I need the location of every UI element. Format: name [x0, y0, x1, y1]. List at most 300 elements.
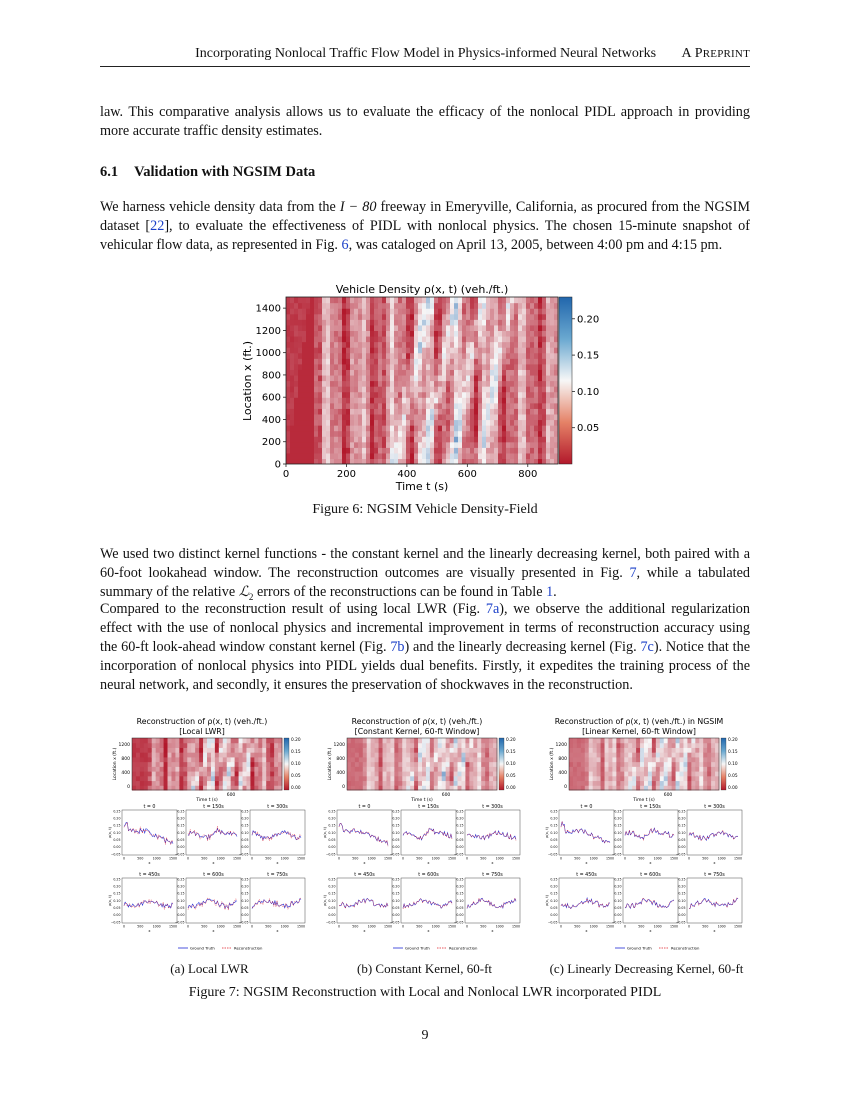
heatmap-cell [366, 425, 371, 431]
slice-y-tick-label: 0.10 [392, 830, 400, 835]
heatmap-cell [518, 425, 523, 431]
mini-heatmap-cell [140, 747, 144, 752]
heatmap-cell [298, 381, 303, 387]
heatmap-cell [286, 308, 291, 314]
heatmap-cell [426, 314, 431, 320]
heatmap-cell [302, 336, 307, 342]
mini-heatmap-cell [406, 757, 410, 762]
mini-x-tick-label: 600 [441, 793, 451, 798]
heatmap-cell [370, 431, 375, 437]
mini-colorbar-tick-label: 0.10 [506, 762, 516, 767]
heatmap-cell [522, 330, 527, 336]
heatmap-cell [454, 358, 459, 364]
heatmap-cell [358, 381, 363, 387]
heatmap-cell [542, 442, 547, 448]
heatmap-cell [306, 436, 311, 442]
heatmap-cell [414, 314, 419, 320]
heatmap-cell [526, 347, 531, 353]
heatmap-cell [422, 319, 427, 325]
heatmap-cell [438, 397, 443, 403]
mini-heatmap-cell [605, 752, 609, 757]
mini-heatmap-cell [254, 757, 258, 762]
heatmap-cell [370, 442, 375, 448]
heatmap-cell [422, 392, 427, 398]
heatmap-cell [290, 308, 295, 314]
heatmap-cell [294, 419, 299, 425]
mini-heatmap-cell [687, 752, 691, 757]
mini-heatmap-cell [402, 771, 406, 776]
heatmap-cell [506, 330, 511, 336]
heatmap-cell [398, 342, 403, 348]
heatmap-cell [410, 330, 415, 336]
heatmap-cell [350, 375, 355, 381]
panel-subtitle: [Linear Kernel, 60-ft Window] [582, 727, 696, 736]
mini-heatmap-cell [239, 743, 243, 748]
mini-heatmap-cell [640, 738, 644, 743]
heatmap-cell [426, 375, 431, 381]
heatmap-cell [486, 392, 491, 398]
heatmap-cell [450, 431, 455, 437]
heatmap-cell [438, 447, 443, 453]
heatmap-cell [458, 386, 463, 392]
mini-heatmap-cell [434, 776, 438, 781]
mini-heatmap-cell [489, 738, 493, 743]
heatmap-cell [406, 314, 411, 320]
mini-heatmap-cell [406, 747, 410, 752]
heatmap-cell [302, 425, 307, 431]
mini-heatmap-cell [477, 771, 481, 776]
heatmap-cell [550, 375, 555, 381]
heatmap-cell [306, 358, 311, 364]
heatmap-cell [434, 336, 439, 342]
heatmap-cell [534, 425, 539, 431]
mini-heatmap-cell [660, 776, 664, 781]
heatmap-cell [358, 364, 363, 370]
mini-heatmap-cell [636, 752, 640, 757]
heatmap-cell [410, 297, 415, 303]
slice-x-label: x [363, 861, 366, 865]
y-tick-label: 200 [261, 437, 281, 449]
heatmap-cell [446, 447, 451, 453]
figure-7c-link[interactable]: 7c [640, 639, 654, 655]
heatmap-cell [522, 381, 527, 387]
mini-heatmap-cell [258, 771, 262, 776]
heatmap-cell [518, 392, 523, 398]
mini-heatmap-cell [250, 752, 254, 757]
mini-heatmap-cell [274, 747, 278, 752]
figure-7-link[interactable]: 7 [629, 565, 637, 581]
mini-heatmap-cell [363, 743, 367, 748]
mini-heatmap-cell [386, 771, 390, 776]
heatmap-cell [390, 308, 395, 314]
slice-y-label: ρ(x, t) [545, 827, 549, 838]
heatmap-cell [466, 397, 471, 403]
mini-heatmap-cell [274, 781, 278, 786]
mini-heatmap-cell [620, 757, 624, 762]
heatmap-cell [418, 381, 423, 387]
heatmap-cell [494, 453, 499, 459]
mini-heatmap-cell [223, 762, 227, 767]
mini-heatmap-cell [390, 781, 394, 786]
slice-y-tick-label: 0.00 [678, 845, 686, 850]
heatmap-cell [438, 325, 443, 331]
mini-heatmap-cell [652, 771, 656, 776]
mini-heatmap-cell [148, 771, 152, 776]
mini-heatmap-cell [581, 766, 585, 771]
heatmap-cell [290, 392, 295, 398]
heatmap-cell [314, 342, 319, 348]
mini-heatmap-cell [605, 766, 609, 771]
heatmap-cell [402, 358, 407, 364]
heatmap-cell [490, 425, 495, 431]
heatmap-cell [422, 308, 427, 314]
heatmap-cell [286, 397, 291, 403]
heatmap-cell [394, 308, 399, 314]
mini-heatmap-cell [620, 738, 624, 743]
mini-heatmap-cell [347, 762, 351, 767]
heatmap-cell [458, 303, 463, 309]
heatmap-cell [398, 419, 403, 425]
heatmap-cell [514, 436, 519, 442]
figure-6-link[interactable]: 6 [341, 237, 349, 253]
mini-heatmap-cell [207, 752, 211, 757]
heatmap-cell [446, 369, 451, 375]
heatmap-cell [358, 347, 363, 353]
heatmap-cell [390, 336, 395, 342]
mini-heatmap-cell [699, 776, 703, 781]
heatmap-cell [450, 347, 455, 353]
heatmap-cell [374, 325, 379, 331]
mini-heatmap-cell [707, 752, 711, 757]
mini-heatmap-cell [367, 757, 371, 762]
mini-heatmap-cell [379, 766, 383, 771]
mini-heatmap-cell [695, 747, 699, 752]
mini-heatmap-cell [676, 762, 680, 767]
heatmap-cell [470, 381, 475, 387]
figure-7b-link[interactable]: 7b [390, 639, 405, 655]
heatmap-cell [466, 403, 471, 409]
heatmap-cell [378, 436, 383, 442]
mini-heatmap-cell [660, 762, 664, 767]
slice-x-tick-label: 1500 [605, 924, 615, 929]
mini-heatmap-cell [223, 743, 227, 748]
heatmap-cell [378, 442, 383, 448]
figure-7a-link[interactable]: 7a [485, 601, 500, 617]
mini-heatmap-cell [442, 743, 446, 748]
heatmap-cell [334, 336, 339, 342]
mini-heatmap-cell [699, 752, 703, 757]
heatmap-cell [470, 431, 475, 437]
heatmap-cell [438, 436, 443, 442]
heatmap-cell [306, 447, 311, 453]
mini-heatmap-cell [246, 771, 250, 776]
mini-heatmap-cell [195, 738, 199, 743]
mini-heatmap-cell [608, 785, 612, 790]
slice-x-tick-label: 1500 [232, 856, 242, 861]
heatmap-cell [430, 414, 435, 420]
heatmap-cell [486, 336, 491, 342]
mini-heatmap-cell [207, 766, 211, 771]
heatmap-cell [418, 447, 423, 453]
mini-heatmap-cell [187, 738, 191, 743]
mini-heatmap-cell [215, 785, 219, 790]
heatmap-cell [462, 436, 467, 442]
heatmap-cell [522, 342, 527, 348]
mini-heatmap-cell [418, 771, 422, 776]
heatmap-cell [450, 442, 455, 448]
mini-heatmap-cell [235, 766, 239, 771]
heatmap-cell [378, 330, 383, 336]
mini-heatmap-cell [398, 766, 402, 771]
mini-heatmap-cell [473, 766, 477, 771]
mini-heatmap-cell [485, 785, 489, 790]
heatmap-cell [530, 425, 535, 431]
heatmap-cell [402, 347, 407, 353]
heatmap-cell [490, 330, 495, 336]
mini-heatmap-cell [683, 766, 687, 771]
mini-heatmap-cell [254, 785, 258, 790]
heatmap-cell [466, 297, 471, 303]
heatmap-cell [370, 330, 375, 336]
heatmap-cell [506, 347, 511, 353]
mini-heatmap-cell [656, 781, 660, 786]
heatmap-cell [486, 303, 491, 309]
heatmap-cell [310, 330, 315, 336]
mini-heatmap-cell [489, 747, 493, 752]
heatmap-cell [390, 419, 395, 425]
heatmap-cell [362, 336, 367, 342]
heatmap-cell [402, 453, 407, 459]
heatmap-cell [482, 447, 487, 453]
heatmap-cell [534, 353, 539, 359]
mini-heatmap-cell [458, 747, 462, 752]
mini-heatmap-cell [612, 781, 616, 786]
mini-heatmap-cell [168, 776, 172, 781]
heatmap-cell [486, 453, 491, 459]
mini-heatmap-cell [414, 771, 418, 776]
mini-heatmap-cell [223, 785, 227, 790]
heatmap-cell [394, 425, 399, 431]
mini-heatmap-cell [148, 752, 152, 757]
heatmap-cell [450, 414, 455, 420]
heatmap-cell [298, 397, 303, 403]
heatmap-cell [470, 375, 475, 381]
mini-colorbar-tick-label: 0.15 [506, 750, 516, 755]
mini-heatmap-cell [473, 752, 477, 757]
mini-heatmap-cell [616, 785, 620, 790]
heatmap-cell [374, 314, 379, 320]
mini-heatmap-cell [454, 762, 458, 767]
mini-heatmap-cell [140, 771, 144, 776]
mini-heatmap-cell [430, 771, 434, 776]
mini-heatmap-cell [418, 781, 422, 786]
mini-heatmap-cell [199, 747, 203, 752]
heatmap-cell [286, 392, 291, 398]
heatmap-cell [494, 336, 499, 342]
mini-heatmap-cell [144, 757, 148, 762]
heatmap-cell [402, 403, 407, 409]
heatmap-cell [454, 408, 459, 414]
heatmap-cell [302, 303, 307, 309]
heatmap-cell [546, 297, 551, 303]
heatmap-cell [334, 314, 339, 320]
heatmap-cell [414, 392, 419, 398]
mini-heatmap-cell [711, 762, 715, 767]
mini-heatmap-cell [680, 771, 684, 776]
mini-heatmap-cell [183, 762, 187, 767]
heatmap-cell [478, 431, 483, 437]
mini-heatmap-cell [620, 776, 624, 781]
mini-heatmap-cell [601, 776, 605, 781]
mini-heatmap-cell [351, 757, 355, 762]
heatmap-cell [538, 403, 543, 409]
mini-y-tick-label: 800 [121, 757, 130, 762]
mini-heatmap-cell [152, 766, 156, 771]
heatmap-cell [366, 336, 371, 342]
heatmap-cell [446, 308, 451, 314]
mini-heatmap-cell [406, 743, 410, 748]
heatmap-cell [478, 381, 483, 387]
heatmap-cell [422, 364, 427, 370]
heatmap-cell [410, 453, 415, 459]
heatmap-cell [462, 364, 467, 370]
mini-heatmap-cell [250, 785, 254, 790]
slice-x-label: x [713, 861, 716, 865]
mini-heatmap-cell [458, 738, 462, 743]
heatmap-cell [430, 453, 435, 459]
mini-heatmap-cell [422, 766, 426, 771]
mini-heatmap-cell [465, 743, 469, 748]
heatmap-cell [418, 431, 423, 437]
mini-heatmap-cell [195, 781, 199, 786]
heatmap-cell [522, 431, 527, 437]
heatmap-cell [398, 353, 403, 359]
mini-heatmap-cell [351, 781, 355, 786]
mini-heatmap-cell [136, 738, 140, 743]
slice-x-tick-label: 1000 [280, 924, 289, 929]
mini-heatmap-cell [235, 781, 239, 786]
slice-y-tick-label: 0.00 [241, 913, 249, 918]
mini-heatmap-cell [624, 752, 628, 757]
mini-heatmap-cell [258, 747, 262, 752]
heatmap-cell [326, 381, 331, 387]
slice-y-tick-label: 0.10 [456, 830, 464, 835]
heatmap-cell [522, 403, 527, 409]
mini-heatmap-cell [577, 747, 581, 752]
slice-x-tick-label: 0 [559, 924, 563, 929]
heatmap-cell [342, 397, 347, 403]
citation-link[interactable]: 22 [150, 218, 165, 234]
heatmap-cell [418, 408, 423, 414]
mini-heatmap-cell [703, 757, 707, 762]
heatmap-cell [314, 347, 319, 353]
heatmap-cell [346, 358, 351, 364]
mini-heatmap-cell [140, 785, 144, 790]
mini-heatmap-cell [215, 757, 219, 762]
heatmap-cell [374, 347, 379, 353]
mini-heatmap-cell [632, 747, 636, 752]
mini-heatmap-cell [402, 766, 406, 771]
slice-x-tick-label: 500 [352, 856, 359, 861]
heatmap-cell [370, 408, 375, 414]
heatmap-cell [394, 431, 399, 437]
mini-heatmap-cell [175, 762, 179, 767]
mini-heatmap-cell [585, 781, 589, 786]
mini-heatmap-cell [164, 743, 168, 748]
heatmap-cell [482, 325, 487, 331]
heatmap-cell [334, 303, 339, 309]
heatmap-cell [538, 431, 543, 437]
heatmap-cell [522, 353, 527, 359]
heatmap-cell [546, 414, 551, 420]
mini-heatmap-cell [140, 738, 144, 743]
heatmap-cell [290, 375, 295, 381]
heatmap-cell [494, 297, 499, 303]
heatmap-cell [314, 436, 319, 442]
mini-heatmap-cell [430, 781, 434, 786]
mini-heatmap-cell [168, 785, 172, 790]
mini-heatmap-cell [394, 785, 398, 790]
heatmap-cell [450, 353, 455, 359]
heatmap-cell [286, 330, 291, 336]
mini-heatmap-cell [164, 752, 168, 757]
heatmap-cell [518, 358, 523, 364]
heatmap-cell [362, 308, 367, 314]
heatmap-cell [406, 369, 411, 375]
heatmap-cell [302, 392, 307, 398]
heatmap-cell [366, 319, 371, 325]
heatmap-cell [538, 425, 543, 431]
slice-x-tick-label: 0 [465, 924, 469, 929]
heatmap-cell [490, 431, 495, 437]
heatmap-cell [494, 386, 499, 392]
heatmap-cell [386, 358, 391, 364]
heatmap-cell [474, 342, 479, 348]
mini-heatmap-cell [171, 757, 175, 762]
mini-heatmap-cell [573, 762, 577, 767]
table-1-link[interactable]: 1 [546, 584, 554, 600]
mini-heatmap-cell [394, 752, 398, 757]
mini-heatmap-cell [406, 785, 410, 790]
heatmap-cell [490, 453, 495, 459]
heatmap-cell [358, 442, 363, 448]
heatmap-cell [322, 358, 327, 364]
heatmap-cell [450, 303, 455, 309]
heatmap-cell [470, 408, 475, 414]
heatmap-cell [286, 419, 291, 425]
heatmap-cell [550, 447, 555, 453]
mini-heatmap-cell [691, 757, 695, 762]
heatmap-cell [446, 353, 451, 359]
mini-heatmap-cell [410, 771, 414, 776]
mini-heatmap-cell [597, 771, 601, 776]
heatmap-cell [294, 308, 299, 314]
heatmap-cell [354, 381, 359, 387]
slice-y-tick-label: 0.10 [241, 830, 249, 835]
heatmap-cell [354, 425, 359, 431]
mini-heatmap-cell [446, 762, 450, 767]
mini-heatmap-cell [458, 762, 462, 767]
heatmap-cell [478, 408, 483, 414]
heatmap-cell [314, 403, 319, 409]
heatmap-cell [346, 419, 351, 425]
heatmap-cell [506, 325, 511, 331]
heatmap-cell [522, 358, 527, 364]
mini-heatmap-cell [707, 738, 711, 743]
heatmap-cell [378, 342, 383, 348]
heatmap-cell [542, 336, 547, 342]
mini-heatmap-cell [179, 771, 183, 776]
